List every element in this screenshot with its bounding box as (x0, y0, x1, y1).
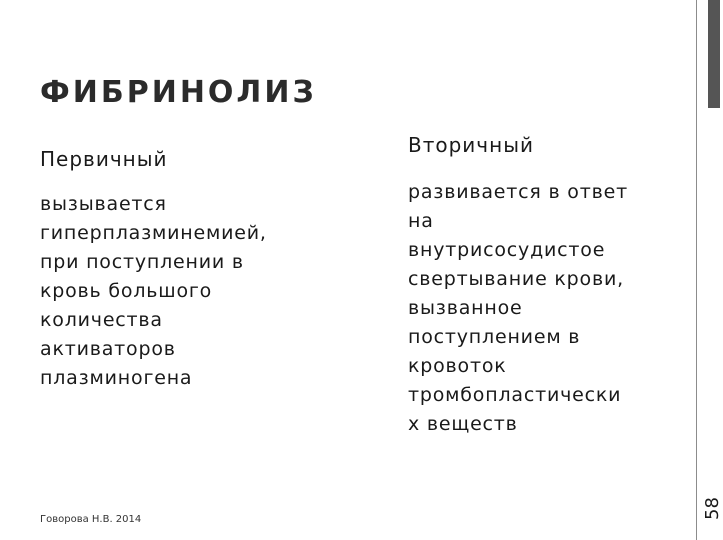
left-body-text: вызывается гиперплазминемией, при поступлении в кровь большого количества активаторов плазминогена (40, 193, 267, 389)
left-column (40, 144, 360, 393)
right-column (408, 130, 688, 439)
right-divider-line (696, 0, 697, 540)
footer-author: Говорова Н.В. 2014 (40, 514, 142, 525)
right-heading: Вторичный (408, 133, 534, 157)
slide-title: ФИБРИНОЛИЗ (40, 75, 317, 110)
accent-bar (708, 0, 720, 108)
page-number: 58 (702, 497, 723, 520)
right-body-text: развивается в ответ на внутрисосудистое свертывание крови, вызванное поступлением в кровоток тромбопластически х веществ (408, 181, 628, 435)
left-heading: Первичный (40, 147, 168, 171)
